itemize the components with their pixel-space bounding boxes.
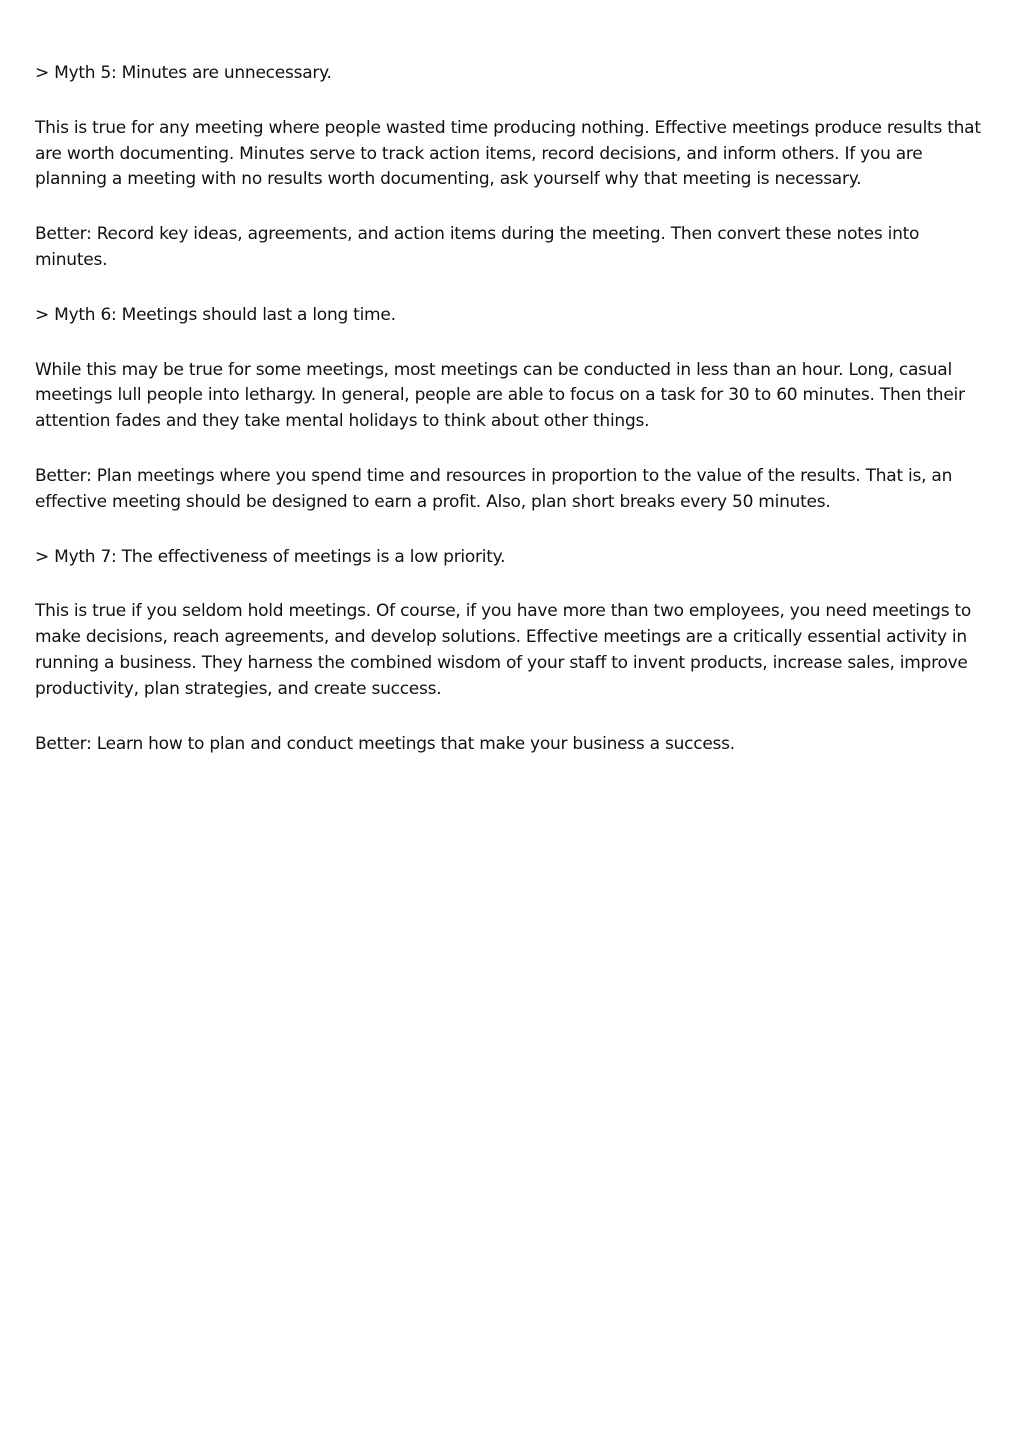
myth-5-heading: > Myth 5: Minutes are unnecessary. [35,63,332,83]
myth-5-better: Better: Record key ideas, agreements, and action items during the meeting. Then convert these notes into minutes. [35,224,920,270]
myth-7-heading: > Myth 7: The effectiveness of meetings is a low priority. [35,546,506,567]
myth-6-body: While this may be true for some meetings, most meetings can be conducted in less than an hour. Long, casual meetings lull people into lethargy. In general, people are able to focus on a task for 30 to 60 minutes. Then their attention fades and they take mental holidays to think about other things. [35,359,965,432]
myth-5-body: This is true for any meeting where people wasted time producing nothing. Effective meetings produce results that are worth documenting. Minutes serve to track action items, record decisions, and inform others. If you are planning a meeting with no results worth documenting, ask yourself why that meeting is necessary. [35,117,981,190]
myth-7-body: This is true if you seldom hold meetings. Of course, if you have more than two employees, you need meetings to make decisions, reach agreements, and develop solutions. Effective meetings are a critically essential activity in running a business. They harness the combined wisdom of your staff to invent products, increase sales, improve productivity, plan strategies, and create success. [35,601,972,699]
myth-6-heading: > Myth 6: Meetings should last a long time. [35,304,396,325]
document-body [35,61,993,786]
myth-7-better: Better: Learn how to plan and conduct meetings that make your business a success. [35,733,735,754]
myth-6-better: Better: Plan meetings where you spend time and resources in proportion to the value of the results. That is, an effective meeting should be designed to earn a profit. Also, plan short breaks every 50 minutes. [35,465,953,512]
